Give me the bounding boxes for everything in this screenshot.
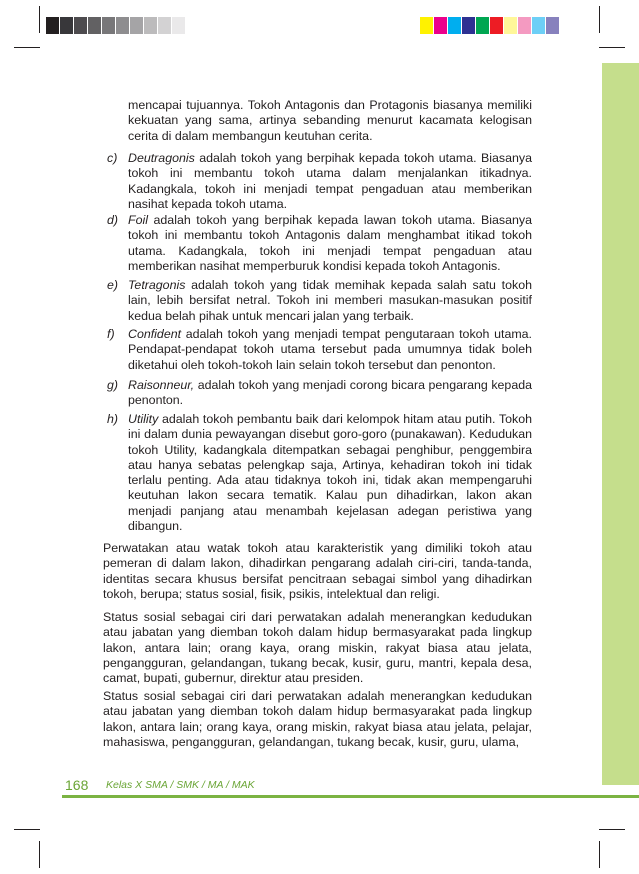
list-item-text: adalah tokoh pembantu baik dari kelompok hitam atau putih. Tokoh ini dalam dunia pewayangan disebut goro-goro (punakawan). Kedudukan tokoh Utility, kadangkala ditempatkan sebagai penghibur, penggembira atau hanya sebatas pelengkap saja, Artinya, kehadiran tokoh ini tidak terlalu penting. Ada atau tidaknya tokoh ini, tidak akan mempengaruhi keutuhan lakon secara tematik. Kalau pun dihadirkan, lakon akan menjadi panjang atau menambah kejelasan adegan peristiwa yang dibangun. [128, 412, 532, 534]
body-paragraph: Status sosial sebagai ciri dari perwatakan adalah menerangkan kedudukan atau jabatan yang diemban tokoh dalam hidup bermasyarakat pada lingkup lakon, antara lain; orang kaya, orang miskin, rakyat biasa atau jelata, pelajar, mahasiswa, pengangguran, gelandangan, tukang becak, kusir, guru, ulama, [103, 689, 532, 749]
crop-mark-bottom-left-h [14, 829, 40, 830]
color-swatch [130, 17, 144, 34]
cmyk-color-bar [420, 17, 560, 34]
color-swatch [158, 17, 172, 34]
list-item-label: d) [107, 213, 119, 227]
color-swatch [60, 17, 74, 34]
list-item-term: Confident [128, 327, 182, 341]
color-swatch [88, 17, 102, 34]
body-paragraph: Perwatakan atau watak tokoh atau karakteristik yang dimiliki tokoh atau pemeran di dalam lakon, dihadirkan pengarang adalah ciri-ciri, tanda-tanda, identitas secara khusus bersifat pencitraan sebagai simbol yang dihadirkan tokoh, berupa; status sosial, fisik, psikis, intelektual dan religi. [103, 541, 532, 601]
color-swatch [462, 17, 476, 34]
footer-rule [62, 795, 639, 798]
list-item-raisonneur [107, 378, 532, 409]
color-swatch [172, 17, 186, 34]
list-item-label: c) [107, 151, 118, 165]
list-item-term: Raisonneur, [128, 378, 195, 392]
crop-mark-top-right-h [599, 47, 625, 48]
list-item-term: Foil [128, 213, 148, 227]
color-swatch [46, 17, 60, 34]
list-item-text: adalah tokoh yang berpihak kepada tokoh utama. Biasanya tokoh ini membantu tokoh utama dalam menjalankan itikadnya. Kadangkala, tokoh ini menjadi tempat pengaduan atau memberikan nasihat kepada tokoh utama. [128, 151, 532, 211]
list-item-term: Utility [128, 412, 159, 426]
color-swatch [74, 17, 88, 34]
page-number: 168 [65, 777, 89, 793]
color-swatch [434, 17, 448, 34]
crop-mark-top-left-h [14, 47, 40, 48]
color-swatch [448, 17, 462, 34]
body-paragraph: Status sosial sebagai ciri dari perwatakan adalah menerangkan kedudukan atau jabatan yang diemban tokoh dalam hidup bermasyarakat pada lingkup lakon, antara lain; orang kaya, orang miskin, rakyat biasa atau jelata, pengangguran, gelandangan, tukang becak, kusir, guru, mantri, kepala desa, camat, bupati, gubernur, direktur atau presiden. [103, 610, 532, 686]
crop-mark-bottom-right-h [599, 829, 625, 830]
list-item-label: g) [107, 378, 119, 392]
crop-mark-top-left-v [39, 6, 40, 33]
color-swatch [476, 17, 490, 34]
list-item-term: Tetragonis [128, 278, 186, 292]
list-item-text: adalah tokoh yang tidak memihak kepada salah satu tokoh lain, lebih bersifat netral. Tokoh ini memberi masukan-masukan positif kedua belah pihak untuk mencari jalan yang terbaik. [128, 278, 532, 323]
list-item-label: f) [107, 327, 115, 341]
list-item-text: adalah tokoh yang berpihak kepada lawan tokoh utama. Biasanya tokoh ini membantu tokoh Antagonis dalam menghambat itikad tokoh utama. Kadangkala, tokoh ini menjadi tempat pengaduan atau memberikan nasihat memperburuk kondisi kepada tokoh Antagonis. [128, 213, 532, 273]
grayscale-color-bar [46, 17, 186, 34]
color-swatch [532, 17, 546, 34]
list-item-tetragonis [107, 278, 532, 324]
list-item-label: e) [107, 278, 119, 292]
crop-mark-bottom-left-v [39, 841, 40, 868]
book-title: Kelas X SMA / SMK / MA / MAK [106, 779, 255, 791]
list-item-utility [107, 412, 532, 534]
list-item-label: h) [107, 412, 119, 426]
crop-mark-top-right-v [599, 6, 600, 33]
color-swatch [102, 17, 116, 34]
color-swatch [144, 17, 158, 34]
list-item-foil [107, 213, 532, 274]
list-item-term: Deutragonis [128, 151, 195, 165]
list-item-text: adalah tokoh yang menjadi corong bicara pengarang kepada penonton. [128, 378, 532, 408]
color-swatch [420, 17, 434, 34]
crop-mark-bottom-right-v [599, 841, 600, 868]
list-item-deutragonis [107, 151, 532, 212]
list-item-confident [107, 327, 532, 373]
intro-paragraph: mencapai tujuannya. Tokoh Antagonis dan Protagonis biasanya memiliki kekuatan yang sama, artinya sebanding menurut kacamata kelogisan cerita di dalam membangun keutuhan cerita. [128, 98, 532, 143]
color-swatch [116, 17, 130, 34]
color-swatch [490, 17, 504, 34]
color-swatch [504, 17, 518, 34]
color-swatch [518, 17, 532, 34]
color-swatch [546, 17, 560, 34]
list-item-text: adalah tokoh yang menjadi tempat pengutaraan tokoh utama. Pendapat-pendapat tokoh utama tersebut pada umumnya tidak boleh diketahui oleh tokoh-tokoh lain selain tokoh tersebut dan penonton. [128, 327, 532, 372]
